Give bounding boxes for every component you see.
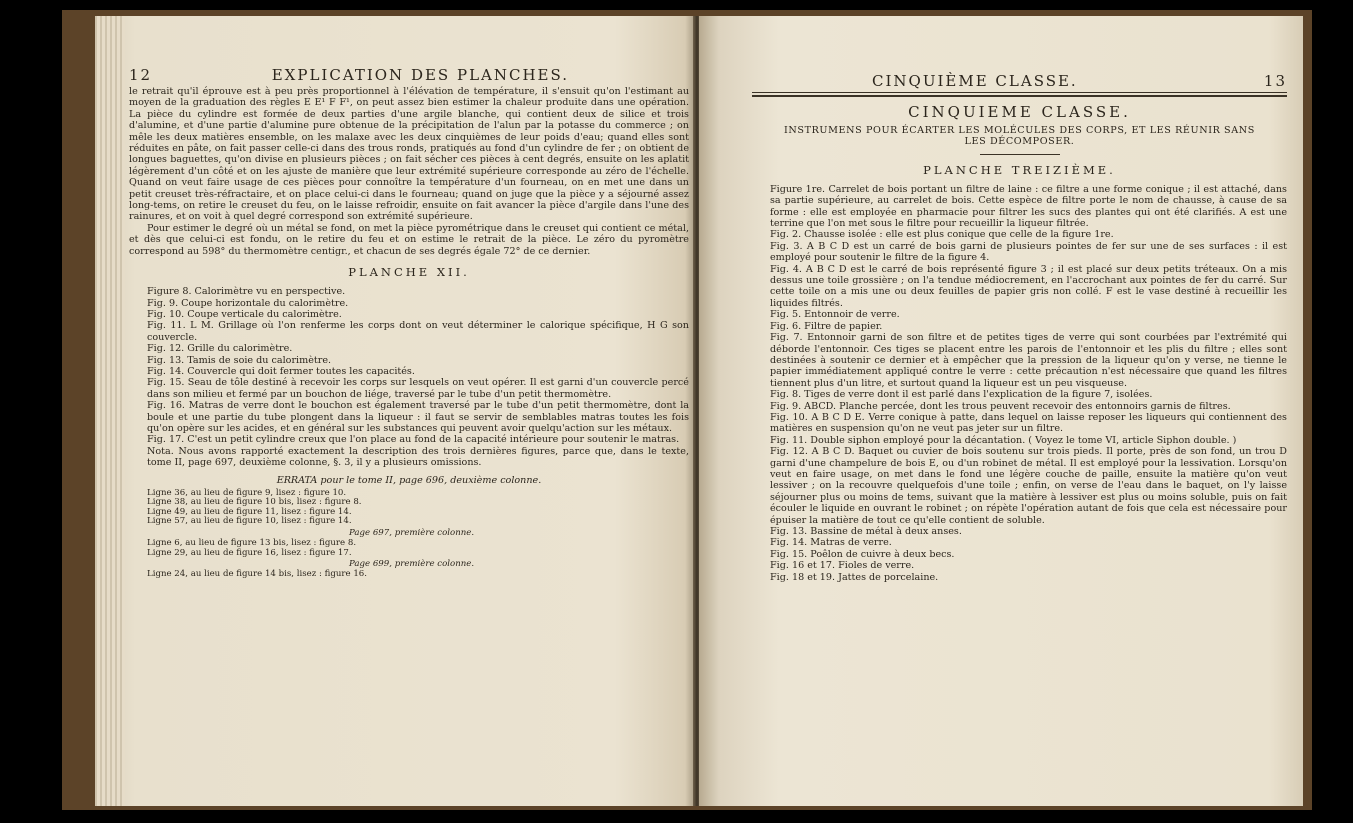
figure-entry: Figure 1re. Carrelet de bois portant un filtre de laine : ce filtre a une forme conique ; il est attaché, dans sa partie supérieure, au carrelet de bois. Cette espèce de filtre porte le nom de chausse, à cause de sa forme : elle est employée en pharmacie pour filtrer les sucs des plantes qui ont été clarifiés. A est une terrine que l'on met sous le filtre pour recueillir la liqueur filtrée. [770,183,1287,230]
figure-entry: Fig. 18 et 19. Jattes de porcelaine. [770,571,939,583]
double-rule-bottom [752,95,1287,97]
figure-entry: Fig. 10. A B C D E. Verre conique à patte, dans lequel on laisse reposer les liqueurs qui contiennent des matières en suspension qu'on ne veut pas jeter sur un filtre. [770,411,1287,435]
figure-entry: Fig. 8. Tiges de verre dont il est parlé dans l'explication de la figure 7, isolées. [770,389,1153,401]
errata-line: Ligne 6, au lieu de figure 13 bis, lisez : figure 8. [147,537,357,548]
figure-entry: Fig. 12. Grille du calorimètre. [147,343,293,355]
figure-entry: Fig. 3. A B C D est un carré de bois garni de plusieurs pointes de fer sur une de ses surfaces : il est employé pour soutenir le filtre de la figure 4. [770,240,1287,264]
paragraph: Pour estimer le degré où un métal se fond, on met la pièce pyrométrique dans le creuset qui contient ce métal, et dès que celui-ci est fondu, on le retire du feu et on estime le retrait de la pièce. Le zéro du pyromètre correspond au 598° du thermomètre centigr., et chacun de ses degrés égale 72° de ce dernier. [129,222,689,257]
figure-entry: Fig. 16 et 17. Fioles de verre. [770,560,915,572]
errata-column-label: Page 697, première colonne. [349,527,475,538]
errata-line: Ligne 57, au lieu de figure 10, lisez : figure 14. [147,516,352,527]
figure-entry: Figure 8. Calorimètre vu en perspective. [147,286,346,298]
errata-line: Ligne 49, au lieu de figure 11, lisez : figure 14. [147,506,352,517]
page-number: 13 [1263,72,1287,90]
errata-line: Ligne 24, au lieu de figure 14 bis, lisez : figure 16. [147,569,367,580]
section-divider [980,154,1060,155]
running-title: EXPLICATION DES PLANCHES. [271,66,569,84]
figure-list [129,286,689,469]
figure-entry: Fig. 4. A B C D est le carré de bois représenté figure 3 ; il est placé sur deux petits tréteaux. On a mis dessus une toile grossière ; on l'a tendue médiocrement, en l'accrochant aux pointes de fer du carré. Sur cette toile on a mis une ou deux feuilles de papier gris non collé. F est le vase destiné à recueillir les liquides filtrés. [770,263,1287,309]
figure-entry: Fig. 13. Tamis de soie du calorimètre. [147,354,332,366]
figure-entry: Fig. 2. Chausse isolée : elle est plus conique que celle de la figure 1re. [770,229,1114,241]
figure-entry: Fig. 12. A B C D. Baquet ou cuvier de bois soutenu sur trois pieds. Il porte, près de son fond, un trou D garni d'une champelure de bois E, ou d'un robinet de métal. Il est employé pour la lessivation. Lorsqu'on veut en faire usage, on met dans le fond une légère couche de paille, ensuite la matière qu'on veut lessiver ; on la recouvre quelquefois d'une toile ; enfin, on verse de l'eau dans le baquet, on l'y laisse séjourner plus ou moins de tems, suivant que la matière à lessiver est plus ou moins soluble, puis on fait écouler le liquide en ouvrant le robinet ; on répète l'opération autant de fois que cela est nécessaire pour épuiser la matière de tout ce qu'elle contient de soluble. [770,446,1287,526]
figure-entry: Fig. 11. L M. Grillage où l'on renferme les corps dont on veut déterminer le calorique spécifique, H G son couvercle. [147,320,689,343]
errata-line: Ligne 29, au lieu de figure 16, lisez : figure 17. [147,547,352,558]
errata-line: Ligne 38, au lieu de figure 10 bis, lisez : figure 8. [147,497,362,508]
figure-entry: Fig. 14. Couvercle qui doit fermer toutes les capacités. [147,365,415,377]
left-running-head [129,66,689,84]
errata-column-label: Page 699, première colonne. [349,559,475,570]
running-title: CINQUIÈME CLASSE. [872,72,1078,90]
figure-entry: Fig. 10. Coupe verticale du calorimètre. [147,308,342,320]
page-stack-edges [95,16,125,806]
nota-entry: Nota. Nous avons rapporté exactement la description des trois dernières figures, parce que, dans le texte, tome II, page 697, deuxième colonne, §. 3, il y a plusieurs omissions. [147,445,689,469]
figure-entry: Fig. 6. Filtre de papier. [770,320,883,332]
right-page-content [752,72,1287,583]
figure-entry: Fig. 5. Entonnoir de verre. [770,309,900,321]
figure-entry: Fig. 17. C'est un petit cylindre creux que l'on place au fond de la capacité intérieure pour soutenir le matras. [147,434,680,446]
errata-title: ERRATA pour le tome II, page 696, deuxième colonne. [276,474,542,486]
plate-heading: PLANCHE XII. [348,265,470,280]
class-subtitle: INSTRUMENS POUR ÉCARTER LES MOLÉCULES DES CORPS, ET LES RÉUNIR SANS LES DÉCOMPOSER. [784,125,1255,148]
figure-entry: Fig. 15. Poêlon de cuivre à deux becs. [770,548,955,560]
class-title: CINQUIEME CLASSE. [908,103,1131,121]
double-rule-top [752,92,1287,93]
page-number: 12 [129,66,153,84]
figure-entry: Fig. 7. Entonnoir garni de son filtre et de petites tiges de verre qui sont courbées par l'extrémité qui déborde l'entonnoir. Ces tiges se placent entre les parois de l'entonnoir et les plis du filtre ; elles sont destinées à soutenir ce dernier et à empêcher que la pression de la liqueur qu'on y verse, ne tienne le papier immédiatement appliqué contre le verre : cette précaution n'est nécessaire que quand les filtres tiennent plus d'un litre, et surtout quand la liqueur est un peu visqueuse. [770,332,1287,389]
figure-entry: Fig. 14. Matras de verre. [770,537,892,549]
figure-entry: Fig. 16. Matras de verre dont le bouchon est également traversé par le tube d'un petit thermomètre, dont la boule et une partie du tube plongent dans la liqueur : il faut se servir de semblables matras toutes les fois qu'on opère sur les acides, et en général sur les substances qui peuvent avoir quelqu'action sur les métaux. [147,400,689,434]
right-running-head [752,72,1287,90]
figure-entry: Fig. 9. ABCD. Planche percée, dont les trous peuvent recevoir des entonnoirs garnis de filtres. [770,400,1231,412]
figure-entry: Fig. 9. Coupe horizontale du calorimètre. [147,297,349,309]
figure-entry: Fig. 13. Bassine de métal à deux anses. [770,526,962,537]
left-page-content [129,66,689,580]
figure-entry: Fig. 15. Seau de tôle destiné à recevoir les corps sur lesquels on veut opérer. Il est garni d'un couvercle percé dans son milieu et fermé par un bouchon de liége, traversé par le tube d'un petit thermomètre. [147,377,689,400]
paragraph: le retrait qu'il éprouve est à peu près proportionnel à l'élévation de température, il s'ensuit qu'on l'estimant au moyen de la graduation des règles E E¹ F F¹, on peut assez bien estimer la chaleur produite dans une opération. La pièce du cylindre est formée de deux parties d'une argile blanche, qui contient deux de silice et trois d'alumine, et d'une partie d'alumine pure obtenue de la précipitation de l'alun par la potasse du commerce ; on mêle les deux matières ensemble, on les malaxe avec les deux cinquièmes de leur poids d'eau; quand elles sont réduites en pâte, on fait passer celle-ci dans des trous ronds, pratiqués au fond d'un cylindre de fer ; on obtient de longues baguettes, qu'on divise en plusieurs pièces ; on fait sécher ces pièces à cent degrés, ensuite on les aplatit légèrement d'un côté et on les ajuste de manière que leur extrémité supérieure corresponde au zéro de l'échelle. Quand on veut faire usage de ces pièces pour connoître la température d'un fourneau, on en met une dans un petit creuset très-réfractaire, et on place celui-ci dans le fourneau; quand on juge que la pièce y a séjourné assez long-tems, on retire le creuset du feu, on le laisse refroidir, ensuite on fait avancer la pièce d'argile dans l'une des rainures, et on voit à quel degré correspond son extrémité supérieure. [129,86,689,223]
figure-list [752,184,1287,583]
errata-line: Ligne 36, au lieu de figure 9, lisez : figure 10. [147,487,347,498]
figure-entry: Fig. 11. Double siphon employé pour la décantation. ( Voyez le tome VI, article Siphon double. ) [770,434,1237,446]
plate-heading: PLANCHE TREIZIÈME. [923,162,1116,177]
